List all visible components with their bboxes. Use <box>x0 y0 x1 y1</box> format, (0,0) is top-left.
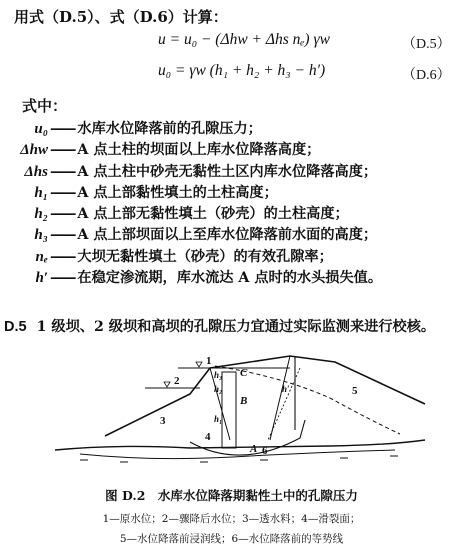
label-phreatic: 5 <box>352 385 358 397</box>
equation-d6-label: （D.6） <box>402 68 451 83</box>
equation-d5-text: u = u₀ − (Δhw + Δhs nₑ) γw <box>158 31 330 48</box>
label-equipotential: 6 <box>262 445 268 457</box>
ground-line <box>55 440 425 450</box>
label-point-a: A <box>250 443 258 455</box>
clause-d5 <box>4 316 435 336</box>
definition-item: h₃ —— A 点上部坝面以上至库水位降落前水面的高度； <box>34 227 378 244</box>
foundation-line <box>80 450 395 459</box>
dam-figure <box>0 342 463 482</box>
intro-text: 用式（D.5）、式（D.6）计算： <box>14 8 228 26</box>
label-slip: 4 <box>205 431 211 443</box>
figure-legend-line-2: 5—水位降落前浸润线；6—水位降落前的等势线 <box>119 533 344 545</box>
equation-d5 <box>158 31 330 49</box>
label-permeable: 3 <box>160 415 166 427</box>
water-marker-2 <box>164 382 170 387</box>
label-point-b: B <box>240 395 248 407</box>
figure-legend-line-1: 1—原水位；2—骤降后水位；3—透水料；4—滑裂面； <box>102 513 361 525</box>
definition-item: u₀ —— 水库水位降落前的孔隙压力； <box>34 121 262 137</box>
water-marker-1 <box>196 362 202 367</box>
definition-item: Δhw —— A 点土柱的坝面以上库水位降落高度； <box>20 142 321 159</box>
definition-item: h′ —— 在稳定渗流期，库水流达 A 点时的水头损失值。 <box>35 270 383 287</box>
clause-text: 1 级坝、2 级坝和高坝的孔隙压力宜通过实际监测来进行校核。 <box>36 319 436 335</box>
clause-number: D.5 <box>4 319 27 335</box>
label-h1: h₁ <box>214 414 223 424</box>
equation-d6 <box>158 62 325 80</box>
where-label: 式中： <box>22 97 68 115</box>
figure-caption: 图 D.2 水库水位降落期黏性土中的孔隙压力 <box>105 488 358 503</box>
label-water-level-1: 1 <box>206 355 212 367</box>
definition-item: Δhs —— A 点土柱中砂壳无黏性土区内库水位降落高度； <box>24 163 378 180</box>
label-point-c: C <box>240 367 248 379</box>
label-h2: h₂ <box>214 384 223 394</box>
equation-d5-label: （D.5） <box>402 37 451 52</box>
definition-item: h₁ —— A 点上部黏性填土的土柱高度； <box>34 184 278 201</box>
equation-d6-text: u₀ = γw (h₁ + h₂ + h₃ − h′) <box>158 62 326 79</box>
label-h3: h₃ <box>214 370 223 380</box>
label-water-level-2: 2 <box>174 375 180 387</box>
definition-item: h₂ —— A 点上部无黏性填土（砂壳）的土柱高度； <box>34 206 349 223</box>
definition-item: nₑ —— 大坝无黏性填土（砂壳）的有效孔隙率； <box>35 248 333 265</box>
label-h-prime: h′ <box>282 384 290 394</box>
definition-list <box>20 118 460 288</box>
